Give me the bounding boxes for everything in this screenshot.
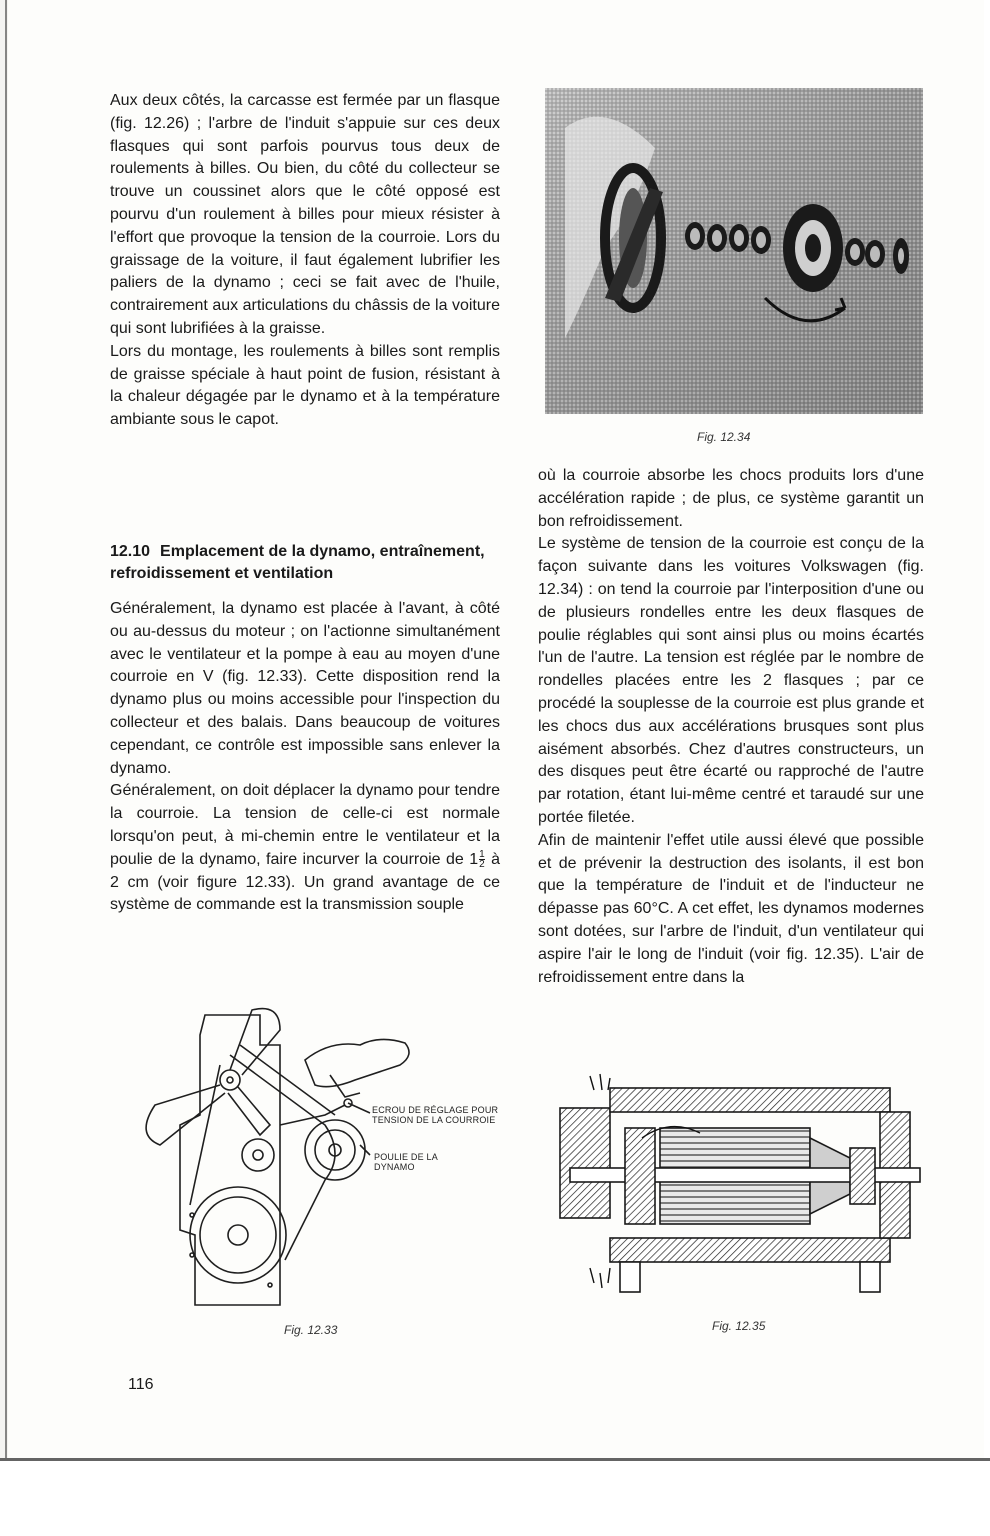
fig-label-adjust-nut-2: TENSION DE LA COURROIE	[372, 1115, 496, 1125]
paragraph: Le système de tension de la courroie est conçu de la façon suivante dans les voitures Volkswagen (fig. 12.34) : on tend la courroie par l'interposition d'une ou de plusieurs rondelles entre les deux flasques de poulie réglables qui sont ainsi plus ou moins écartés l'un de l'autre. La tension est réglée par le nombre de rondelles placées entre les 2 flasques ; par ce procédé la souplesse de la courroie est plus grande et les chocs dus aux accélérations brusques sont plus aisément absorbés. Chez d'autres constructeurs, un des disques peut être écarté ou rapproché de l'autre par rotation, étant lui-même centré et taraudé sur une portée filetée.	[538, 535, 924, 826]
paragraph: Généralement, la dynamo est placée à l'avant, à côté ou au-dessus du moteur ; on l'actionne simultanément avec le ventilateur et la pompe à eau au moyen d'une courroie en V (fig. 12.33). Cette disposition rend la dynamo plus ou moins accessible pour l'inspection du collecteur et des balais. Dans beaucoup de voitures cependant, ce contrôle est impossible sans enlever la dynamo.	[110, 600, 500, 777]
figure-12-33-drawing	[130, 1005, 525, 1315]
figure-12-35-cutaway	[550, 1068, 930, 1308]
fig-label-adjust-nut-1: ECROU DE RÉGLAGE POUR	[372, 1105, 499, 1115]
text-run: à 2 cm (voir figure 12.33). Un grand avantage de ce système de commande est la transmission souple	[110, 850, 501, 914]
scan-bottom-edge	[0, 1458, 990, 1461]
fraction-numerator: 1	[479, 849, 485, 861]
scan-binding-line	[5, 0, 7, 1460]
section-number: 12.10	[110, 543, 151, 560]
page-number: 116	[128, 1376, 154, 1393]
left-column-bottom	[110, 598, 500, 917]
fig-label-dynamo-pulley-2: DYNAMO	[374, 1162, 415, 1172]
engine-fan-belt-drawing	[130, 1005, 525, 1315]
figure-12-35-caption: Fig. 12.35	[712, 1319, 766, 1333]
scan-bottom-margin	[0, 1458, 990, 1536]
paragraph: où la courroie absorbe les chocs produits lors d'une accélération rapide ; de plus, ce système garantit un bon refroidissement.	[538, 467, 924, 530]
figure-12-34-photo	[545, 88, 923, 414]
fraction-denominator: 2	[479, 859, 485, 871]
dynamo-cutaway-drawing	[550, 1068, 930, 1308]
paragraph: Lors du montage, les roulements à billes sont remplis de graisse spéciale à haut point de fusion, résistant à la chaleur dégagée par le dynamo et à la température ambiante sous le capot.	[110, 342, 500, 429]
figure-12-34-caption: Fig. 12.34	[697, 430, 751, 444]
pulley-washers-photo	[545, 88, 923, 414]
left-column-top	[110, 90, 500, 432]
fig-label-dynamo-pulley-1: POULIE DE LA	[374, 1152, 438, 1162]
figure-12-33-caption: Fig. 12.33	[284, 1323, 338, 1337]
section-heading	[110, 541, 505, 585]
right-column	[538, 465, 924, 989]
fraction	[479, 850, 485, 869]
paragraph	[110, 780, 500, 917]
text-run: Généralement, on doit déplacer la dynamo pour tendre la courroie. La tension de celle-ci est normale lorsqu'on peut, à mi-chemin entre le ventilateur et la poulie de la dynamo, faire incurver la courroie de 1	[110, 782, 500, 868]
paragraph: Aux deux côtés, la carcasse est fermée par un flasque (fig. 12.26) ; l'arbre de l'induit s'appuie sur ces deux flasques qui sont parfois pourvus tous deux de roulements à billes. Ou bien, du côté du collecteur se trouve un coussinet alors que le côté opposé est pourvu d'un roulement à billes pour mieux résister à l'effort que provoque la tension de la courroie. Lors du graissage de la voiture, il faut également lubrifier les paliers de la dynamo ; ceci se fait avec de l'huile, contrairement aux articulations du châssis de la voiture qui sont lubrifiées à la graisse.	[110, 92, 500, 337]
paragraph: Afin de maintenir l'effet utile aussi élevé que possible et de prévenir la destruction des isolants, il est bon que la température de l'induit et de l'inducteur ne dépasse pas 60°C. A cet effet, les dynamos modernes sont dotées, sur l'arbre de l'induit, d'un ventilateur qui aspire l'air le long de l'induit (voir fig. 12.35). L'air de refroidissement entre dans la	[538, 831, 924, 986]
section-title: Emplacement de la dynamo, entraînement, refroidissement et ventilation	[110, 543, 485, 582]
